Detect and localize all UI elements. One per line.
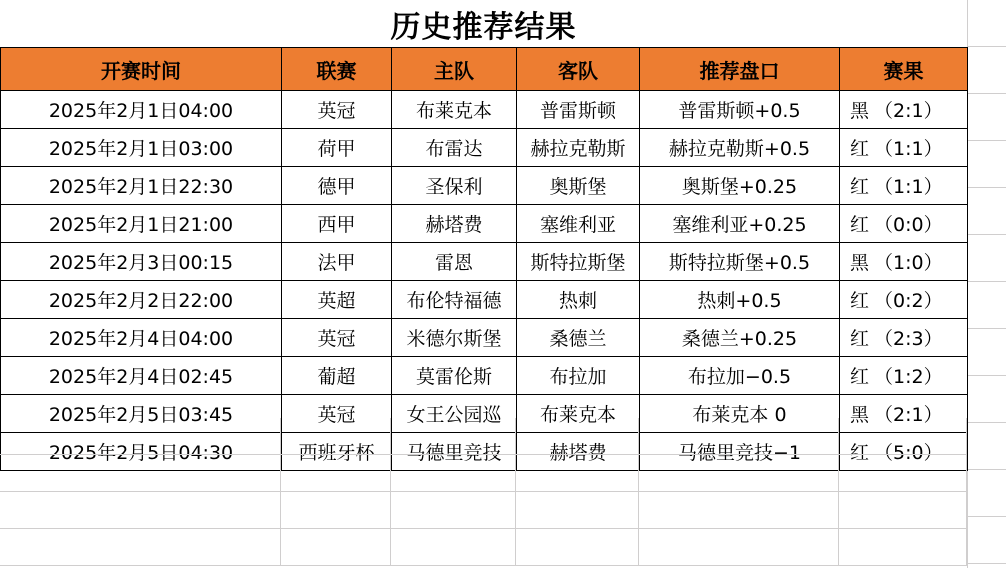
right-empty-cell (968, 423, 1006, 470)
result-mark: 红 (850, 290, 870, 312)
cell-away[interactable]: 布拉加 (517, 357, 640, 395)
column-header-time[interactable]: 开赛时间 (1, 48, 282, 91)
cell-time[interactable]: 2025年2月5日03:45 (1, 395, 282, 433)
cell-league[interactable]: 德甲 (282, 167, 392, 205)
empty-cell[interactable] (516, 418, 639, 454)
cell-away[interactable]: 塞维利亚 (517, 205, 640, 243)
cell-league[interactable]: 西甲 (282, 205, 392, 243)
cell-league[interactable]: 英超 (282, 281, 392, 319)
empty-cell[interactable] (516, 529, 639, 565)
cell-league[interactable]: 西班牙杯 (282, 433, 392, 471)
right-empty-cell (968, 235, 1006, 282)
empty-cell[interactable] (281, 492, 391, 528)
cell-result[interactable] (840, 319, 968, 357)
cell-league[interactable]: 英冠 (282, 319, 392, 357)
result-mark: 红 (850, 366, 870, 388)
cell-home[interactable]: 莫雷伦斯 (392, 357, 517, 395)
right-empty-cell (968, 376, 1006, 423)
cell-handicap[interactable]: 马德里竞技−1 (640, 433, 840, 471)
cell-result[interactable] (840, 91, 968, 129)
cell-home[interactable]: 布伦特福德 (392, 281, 517, 319)
cell-result[interactable] (840, 129, 968, 167)
empty-cell[interactable] (839, 455, 967, 491)
empty-cell[interactable] (516, 492, 639, 528)
empty-cell[interactable] (839, 492, 967, 528)
cell-time[interactable]: 2025年2月4日02:45 (1, 357, 282, 395)
title-row (0, 0, 967, 48)
result-score: （2:1） (874, 404, 943, 426)
cell-time[interactable]: 2025年2月5日04:30 (1, 433, 282, 471)
table-row (1, 243, 968, 281)
empty-row (0, 492, 967, 529)
cell-home[interactable]: 赫塔费 (392, 205, 517, 243)
cell-time[interactable]: 2025年2月4日04:00 (1, 319, 282, 357)
column-header-home[interactable]: 主队 (392, 48, 517, 91)
cell-league[interactable]: 荷甲 (282, 129, 392, 167)
result-score: （5:0） (874, 442, 943, 464)
result-score: （1:0） (874, 252, 943, 274)
cell-away[interactable]: 赫拉克勒斯 (517, 129, 640, 167)
empty-rows-area (0, 418, 967, 568)
right-empty-cell (968, 188, 1006, 235)
right-empty-cell (968, 329, 1006, 376)
empty-cell[interactable] (391, 455, 516, 491)
result-score: （1:1） (874, 176, 943, 198)
cell-home[interactable]: 女王公园巡 (392, 395, 517, 433)
cell-time[interactable]: 2025年2月1日04:00 (1, 91, 282, 129)
cell-result[interactable] (840, 357, 968, 395)
result-score: （2:1） (874, 100, 943, 122)
cell-away[interactable]: 布莱克本 (517, 395, 640, 433)
empty-cell[interactable] (0, 529, 281, 565)
empty-cell[interactable] (281, 455, 391, 491)
result-mark: 红 (850, 328, 870, 350)
table-row (1, 129, 968, 167)
column-header-result[interactable]: 赛果 (840, 48, 968, 91)
cell-away[interactable]: 奥斯堡 (517, 167, 640, 205)
table-row (1, 205, 968, 243)
cell-time[interactable]: 2025年2月1日21:00 (1, 205, 282, 243)
cell-handicap[interactable]: 布莱克本 0 (640, 395, 840, 433)
result-mark: 黑 (850, 100, 870, 122)
empty-cell[interactable] (0, 492, 281, 528)
result-score: （1:2） (874, 366, 943, 388)
cell-home[interactable]: 米德尔斯堡 (392, 319, 517, 357)
result-mark: 黑 (850, 404, 870, 426)
column-header-handicap[interactable]: 推荐盘口 (640, 48, 840, 91)
empty-cell[interactable] (0, 418, 281, 454)
empty-cell[interactable] (839, 529, 967, 565)
column-header-away[interactable]: 客队 (517, 48, 640, 91)
cell-time[interactable]: 2025年2月1日22:30 (1, 167, 282, 205)
result-score: （0:0） (874, 214, 943, 236)
cell-handicap[interactable]: 普雷斯顿+0.5 (640, 91, 840, 129)
cell-league[interactable]: 英冠 (282, 395, 392, 433)
result-score: （1:1） (874, 138, 943, 160)
cell-result[interactable] (840, 243, 968, 281)
right-empty-cell (968, 517, 1006, 564)
empty-row (0, 455, 967, 492)
cell-away[interactable]: 斯特拉斯堡 (517, 243, 640, 281)
cell-handicap[interactable]: 奥斯堡+0.25 (640, 167, 840, 205)
cell-handicap[interactable]: 桑德兰+0.25 (640, 319, 840, 357)
cell-away[interactable]: 赫塔费 (517, 433, 640, 471)
empty-cell[interactable] (516, 455, 639, 491)
empty-cell[interactable] (391, 418, 516, 454)
result-mark: 红 (850, 214, 870, 236)
empty-cell[interactable] (639, 455, 839, 491)
table-row (1, 167, 968, 205)
cell-handicap[interactable]: 布拉加−0.5 (640, 357, 840, 395)
empty-cell[interactable] (0, 455, 281, 491)
empty-row (0, 529, 967, 566)
cell-time[interactable]: 2025年2月2日22:00 (1, 281, 282, 319)
right-empty-cell (968, 141, 1006, 188)
cell-home[interactable]: 布雷达 (392, 129, 517, 167)
empty-cell[interactable] (391, 492, 516, 528)
cell-handicap[interactable]: 赫拉克勒斯+0.5 (640, 129, 840, 167)
empty-cell[interactable] (281, 529, 391, 565)
column-header-league[interactable]: 联赛 (282, 48, 392, 91)
cell-home[interactable]: 圣保利 (392, 167, 517, 205)
cell-away[interactable]: 热刺 (517, 281, 640, 319)
cell-league[interactable]: 葡超 (282, 357, 392, 395)
empty-cell[interactable] (839, 418, 967, 454)
right-empty-cell (968, 0, 1006, 47)
empty-cell[interactable] (639, 529, 839, 565)
cell-result[interactable] (840, 205, 968, 243)
cell-away[interactable]: 桑德兰 (517, 319, 640, 357)
table-row (1, 357, 968, 395)
cell-home[interactable]: 雷恩 (392, 243, 517, 281)
cell-league[interactable]: 英冠 (282, 91, 392, 129)
empty-cell[interactable] (391, 529, 516, 565)
right-empty-cell (968, 94, 1006, 141)
cell-handicap[interactable]: 热刺+0.5 (640, 281, 840, 319)
page-title: 历史推荐结果 (390, 9, 577, 45)
cell-time[interactable]: 2025年2月1日03:00 (1, 129, 282, 167)
table-row (1, 281, 968, 319)
empty-cell[interactable] (639, 418, 839, 454)
cell-time[interactable]: 2025年2月3日00:15 (1, 243, 282, 281)
table-header-row (1, 48, 968, 91)
cell-result[interactable] (840, 281, 968, 319)
empty-cell[interactable] (639, 492, 839, 528)
cell-home[interactable]: 马德里竞技 (392, 433, 517, 471)
right-empty-column (967, 0, 1006, 568)
empty-row (0, 418, 967, 455)
result-score: （2:3） (874, 328, 943, 350)
result-mark: 黑 (850, 252, 870, 274)
history-results-table (0, 47, 968, 471)
cell-handicap[interactable]: 塞维利亚+0.25 (640, 205, 840, 243)
right-empty-cell (968, 282, 1006, 329)
result-mark: 红 (850, 138, 870, 160)
result-mark: 红 (850, 442, 870, 464)
result-score: （0:2） (874, 290, 943, 312)
right-empty-cell (968, 47, 1006, 94)
empty-cell[interactable] (281, 418, 391, 454)
cell-handicap[interactable]: 斯特拉斯堡+0.5 (640, 243, 840, 281)
cell-home[interactable]: 布莱克本 (392, 91, 517, 129)
cell-league[interactable]: 法甲 (282, 243, 392, 281)
table-row (1, 91, 968, 129)
table-row (1, 319, 968, 357)
cell-away[interactable]: 普雷斯顿 (517, 91, 640, 129)
cell-result[interactable] (840, 167, 968, 205)
result-mark: 红 (850, 176, 870, 198)
right-empty-cell (968, 470, 1006, 517)
